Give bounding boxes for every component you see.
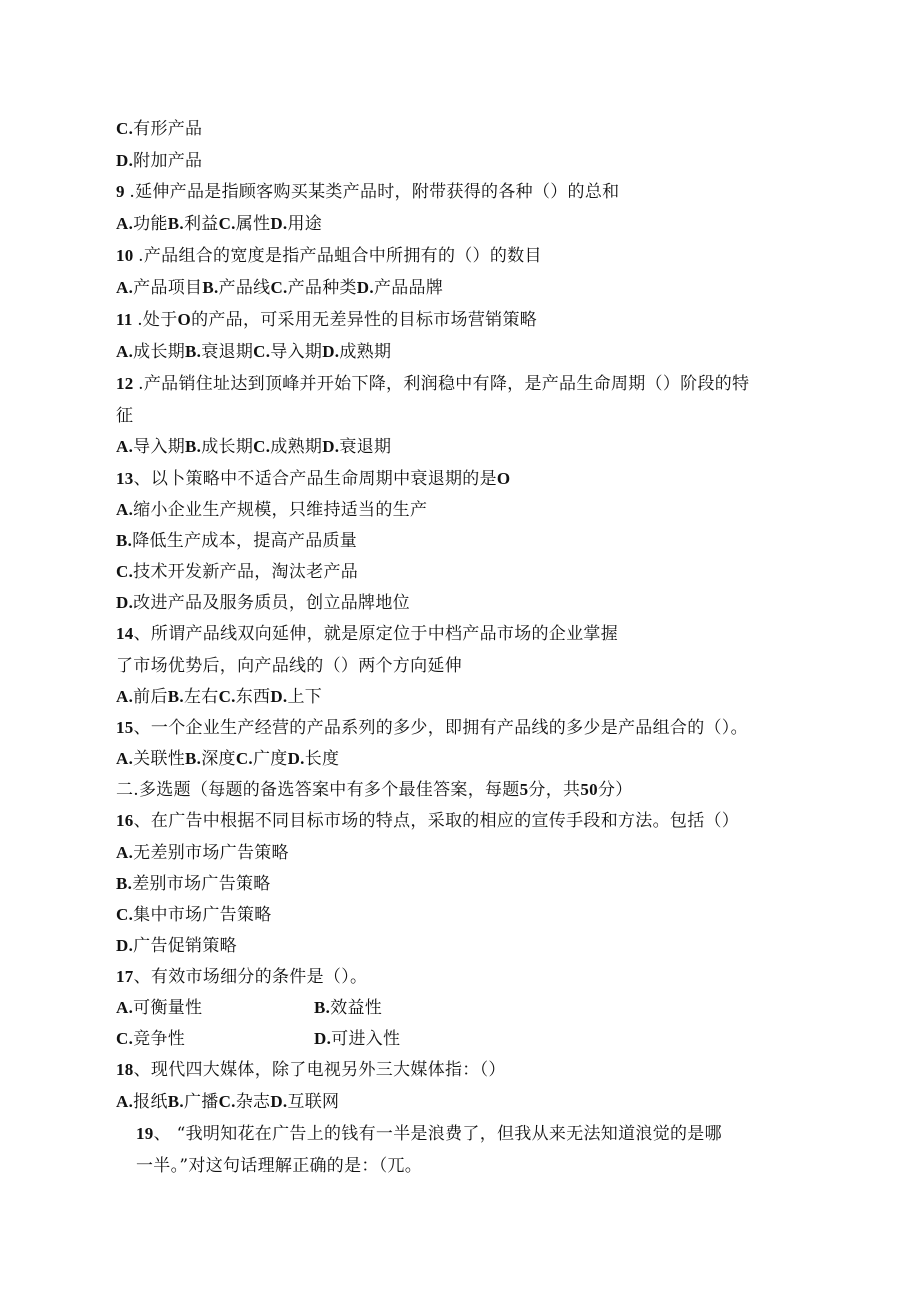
line-text: 报纸	[133, 1092, 168, 1112]
label-text: 9	[116, 182, 130, 201]
line-text: 的产品，可采用无差异性的目标市场营销策略	[191, 310, 538, 330]
label-text: 18	[116, 1060, 134, 1079]
label-text: A.	[116, 500, 134, 519]
label-text: D.	[270, 214, 288, 233]
question-19	[136, 1123, 722, 1145]
options-17-row2	[116, 1028, 401, 1050]
label-text: B.	[116, 531, 133, 550]
label-text: D.	[270, 687, 288, 706]
label-text: 50	[580, 780, 598, 799]
label-text: D.	[314, 1029, 332, 1048]
line-text: 前后	[133, 687, 168, 707]
label-text: 11	[116, 310, 138, 329]
label-text: D.	[116, 593, 134, 612]
line-text: .延伸产品是指顾客购买某类产品时，附带获得的各种（）的总和	[129, 182, 620, 202]
line-text: .产品组合的宽度是指产品蛆合中所拥有的（）的数目	[138, 246, 542, 266]
line-text: 、以卜策略中不适合产品生命周期中衰退期的是	[133, 469, 497, 489]
line-text: 深度	[201, 749, 236, 769]
question-11	[116, 309, 537, 331]
question-9	[116, 181, 619, 203]
line-text: 竞争性	[133, 1029, 186, 1049]
options-15	[116, 748, 339, 770]
line-text: 东西	[235, 687, 271, 707]
second-column-option	[314, 997, 382, 1019]
label-text: A.	[116, 1092, 134, 1111]
line-text: 用途	[287, 214, 323, 234]
option-16d	[116, 935, 237, 957]
label-text: C.	[235, 749, 253, 768]
line-text: 、在广告中根据不同目标市场的特点，采取的相应的宣传手段和方法。包括（）	[133, 811, 740, 831]
line-text: 产品品牌	[373, 278, 444, 298]
line-text: 广度	[253, 749, 288, 769]
line-text: 分，共	[528, 780, 581, 800]
line-text: 成熟期	[270, 437, 323, 457]
question-12	[116, 373, 749, 395]
line-text: 左右	[183, 687, 219, 707]
label-text: D.	[356, 278, 374, 297]
label-text: O	[496, 469, 511, 488]
line-text: 导入期	[133, 437, 186, 457]
label-text: C.	[116, 905, 134, 924]
line-text: 广播	[183, 1092, 219, 1112]
line-text: 附加产品	[133, 151, 203, 171]
line-text: 成长期	[133, 342, 186, 362]
options-9	[116, 213, 322, 235]
question-12-cont	[116, 405, 133, 427]
line-text: 一半。”对这句话理解正确的是：（兀。	[136, 1156, 423, 1176]
option-16a	[116, 842, 289, 864]
line-text: .处于	[137, 310, 178, 330]
options-11	[116, 341, 391, 363]
label-text: A.	[116, 437, 134, 456]
question-13	[116, 468, 510, 490]
options-18	[116, 1091, 339, 1113]
line-text: 利益	[183, 214, 219, 234]
question-19-cont	[136, 1155, 422, 1177]
line-text: 产品项目	[133, 278, 203, 298]
line-text: 长度	[304, 749, 340, 769]
option-13a	[116, 499, 427, 521]
options-17-row1	[116, 997, 383, 1019]
line-text: 产品线	[218, 278, 271, 298]
label-text: A.	[116, 342, 134, 361]
label-text: 10	[116, 246, 139, 265]
label-text: C.	[218, 214, 236, 233]
options-14	[116, 686, 322, 708]
question-14	[116, 623, 618, 645]
label-text: C.	[116, 1029, 134, 1048]
label-text: B.	[314, 998, 331, 1017]
line-text: .产品销住址达到顶峰并开始下降，利润稳中有降，是产品生命周期（）阶段的特	[138, 374, 750, 394]
line-text: 集中市场广告策略	[133, 905, 272, 925]
label-text: A.	[116, 687, 134, 706]
label-text: 14	[116, 624, 134, 643]
option-16b	[116, 873, 271, 895]
line-text: 效益性	[330, 998, 383, 1018]
question-17	[116, 966, 367, 988]
line-text: 、所谓产品线双向延伸，就是原定位于中档产品市场的企业掌握	[133, 624, 619, 644]
label-text: C.	[218, 687, 236, 706]
label-text: C.	[253, 342, 271, 361]
line-text: 衰退期	[339, 437, 392, 457]
line-text: 分）	[597, 780, 633, 800]
option-13d	[116, 592, 410, 614]
label-text: 16	[116, 811, 134, 830]
line-text: 关联性	[133, 749, 186, 769]
option-13c	[116, 561, 358, 583]
line-text: 杂志	[235, 1092, 271, 1112]
question-14-cont	[116, 655, 462, 677]
label-text: 12	[116, 374, 139, 393]
line-text: 可衡量性	[133, 998, 203, 1018]
options-10	[116, 277, 443, 299]
label-text: A.	[116, 214, 134, 233]
label-text: C.	[218, 1092, 236, 1111]
label-text: B.	[167, 214, 184, 233]
line-text: 差别市场广告策略	[132, 874, 271, 894]
label-text: A.	[116, 749, 134, 768]
label-text: D.	[287, 749, 305, 768]
line-text: 降低生产成本，提高产品质量	[132, 531, 358, 551]
option-line	[116, 118, 202, 140]
line-text: 可进入性	[331, 1029, 401, 1049]
line-text: 无差别市场广告策略	[133, 843, 289, 863]
line-text: 功能	[133, 214, 168, 234]
line-text: 产品种类	[287, 278, 357, 298]
line-text: 改进产品及服务质员，创立品牌地位	[133, 593, 410, 613]
label-text: 5	[519, 780, 529, 799]
line-text: 了市场优势后，向产品线的（）两个方向延伸	[116, 656, 462, 676]
label-text: A.	[116, 278, 134, 297]
label-text: 19	[136, 1124, 154, 1143]
line-text: 征	[116, 406, 134, 426]
second-column-option	[314, 1028, 400, 1050]
line-text: 衰退期	[201, 342, 254, 362]
question-16	[116, 810, 739, 832]
label-text: D.	[116, 936, 134, 955]
line-text: 成长期	[201, 437, 254, 457]
label-text: D.	[322, 437, 340, 456]
option-line	[116, 150, 202, 172]
label-text: A.	[116, 998, 134, 1017]
label-text: 15	[116, 718, 134, 737]
label-text: D.	[116, 151, 134, 170]
label-text: D.	[322, 342, 340, 361]
line-text: 技术开发新产品，淘汰老产品	[133, 562, 359, 582]
label-text: C.	[270, 278, 288, 297]
option-16c	[116, 904, 272, 926]
label-text: B.	[116, 874, 133, 893]
line-text: 属性	[235, 214, 271, 234]
label-text: C.	[116, 562, 134, 581]
line-text: 有形产品	[133, 119, 203, 139]
line-text: 广告促销策略	[133, 936, 237, 956]
label-text: B.	[167, 1092, 184, 1111]
option-13b	[116, 530, 357, 552]
question-15	[116, 717, 748, 739]
label-text: 13	[116, 469, 134, 488]
line-text: 缩小企业生产规模，只维持适当的生产	[133, 500, 428, 520]
line-text: 、一个企业生产经营的产品系列的多少，即拥有产品线的多少是产品组合的（）。	[133, 718, 748, 738]
line-text: 成熟期	[339, 342, 392, 362]
line-text: 、 “我明知花在广告上的钱有一半是浪费了，但我从来无法知道浪觉的是哪	[153, 1124, 722, 1144]
question-18	[116, 1059, 506, 1081]
section-heading	[116, 779, 633, 801]
label-text: O	[177, 310, 192, 329]
label-text: D.	[270, 1092, 288, 1111]
label-text: B.	[185, 437, 202, 456]
line-text: 、有效市场细分的条件是（）。	[133, 967, 368, 987]
label-text: B.	[202, 278, 219, 297]
question-10	[116, 245, 542, 267]
label-text: B.	[185, 749, 202, 768]
line-text: 二.多选题（每题的备选答案中有多个最佳答案，每题	[116, 780, 520, 800]
label-text: 17	[116, 967, 134, 986]
label-text: C.	[253, 437, 271, 456]
line-text: 、现代四大媒体，除了电视另外三大媒体指：（）	[133, 1060, 506, 1080]
line-text: 导入期	[270, 342, 323, 362]
label-text: C.	[116, 119, 134, 138]
line-text: 互联网	[287, 1092, 340, 1112]
label-text: B.	[185, 342, 202, 361]
line-text: 上下	[287, 687, 323, 707]
label-text: B.	[167, 687, 184, 706]
label-text: A.	[116, 843, 134, 862]
options-12	[116, 436, 391, 458]
